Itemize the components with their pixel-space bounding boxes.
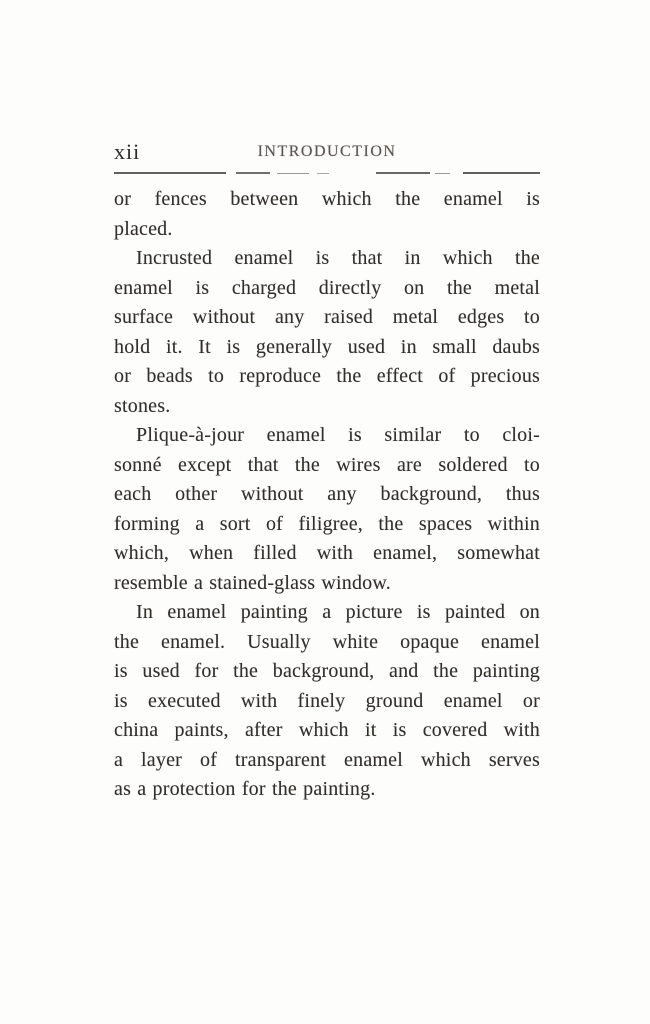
text-line: surface without any raised metal edges to	[114, 306, 540, 328]
rule-segment	[114, 172, 226, 174]
text-line: resemble a stained-glass window.	[114, 571, 391, 594]
page-text	[114, 185, 540, 805]
text-line: as a protection for the painting.	[114, 778, 376, 800]
page-number: xii	[114, 139, 141, 164]
rule-segment	[277, 173, 309, 174]
text-line: or fences between which the enamel is	[114, 188, 540, 210]
text-line: each other without any background, thus	[114, 483, 540, 505]
rule-segment	[376, 172, 430, 174]
header-rule	[114, 172, 540, 175]
rule-segment	[435, 173, 450, 174]
text-block	[114, 140, 540, 805]
text-line: is used for the background, and the painting	[114, 660, 540, 682]
running-head: INTRODUCTION	[257, 143, 397, 160]
text-line: Plique-à-jour enamel is similar to cloi-	[136, 424, 540, 446]
rule-segment	[317, 173, 329, 174]
text-line: sonné except that the wires are soldered to	[114, 453, 540, 476]
text-line: a layer of transparent enamel which serves	[114, 748, 540, 771]
text-line: In enamel painting a picture is painted on	[136, 601, 540, 623]
text-line: enamel is charged directly on the metal	[114, 276, 540, 299]
rule-segment	[463, 172, 540, 174]
page-header	[114, 140, 540, 164]
text-line: forming a sort of filigree, the spaces within	[114, 512, 540, 535]
text-line: or beads to reproduce the effect of precious	[114, 365, 540, 387]
text-line: placed.	[114, 217, 173, 240]
text-line: Incrusted enamel is that in which the	[136, 247, 540, 269]
rule-segment	[236, 172, 270, 174]
text-line: china paints, after which it is covered with	[114, 719, 540, 741]
text-line: which, when filled with enamel, somewhat	[114, 542, 540, 564]
text-line: hold it. It is generally used in small daubs	[114, 335, 540, 358]
text-line: stones.	[114, 394, 171, 417]
text-line: the enamel. Usually white opaque enamel	[114, 630, 540, 653]
text-line: is executed with finely ground enamel or	[114, 689, 540, 712]
